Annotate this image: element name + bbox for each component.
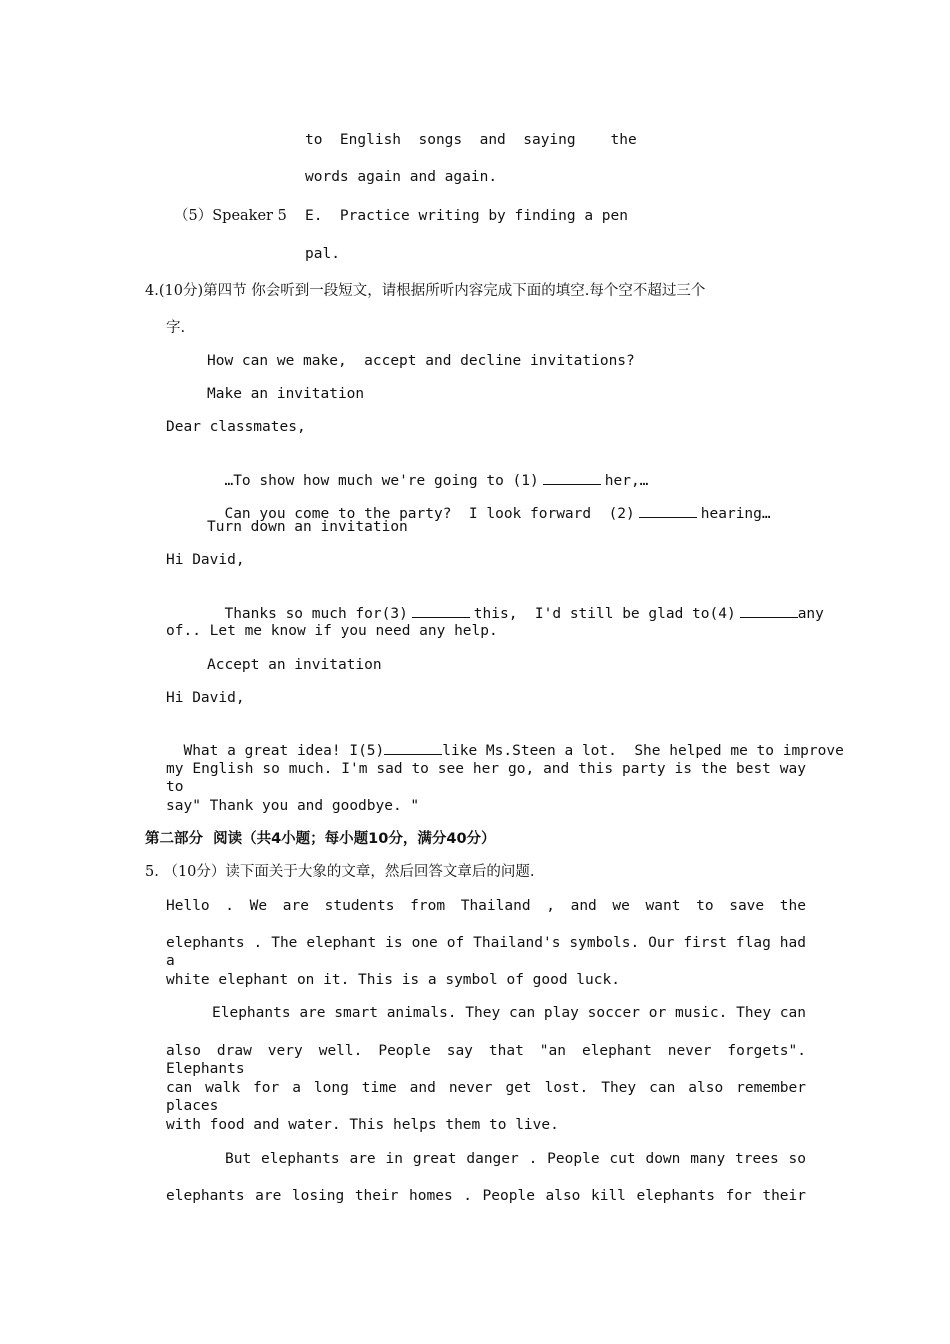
q4-line5a-post: like Ms.Steen a lot. She helped me to improve bbox=[442, 743, 844, 759]
q4-title: How can we make, accept and decline invitations? bbox=[207, 353, 635, 369]
q5-p2-line4: with food and water. This helps them to live. bbox=[166, 1117, 559, 1133]
table-row5-option: E. Practice writing by finding a pen bbox=[305, 208, 629, 224]
answer-blank-5[interactable] bbox=[384, 740, 442, 755]
q4-line3-cont: of.. Let me know if you need any help. bbox=[166, 623, 498, 639]
q4-line5a bbox=[166, 722, 844, 760]
q5-p1-line2: elephants . The elephant is one of Thailand's symbols. Our first flag had a bbox=[166, 935, 806, 969]
table-row4-cont1: to English songs and saying the bbox=[305, 132, 637, 148]
q4-line3-mid: this, I'd still be glad to(4) bbox=[473, 606, 736, 622]
q4-hi-2: Hi David, bbox=[166, 690, 245, 706]
q4-line1-post: her,… bbox=[604, 473, 649, 489]
q4-header-cont: 字. bbox=[166, 320, 186, 336]
answer-blank-4[interactable] bbox=[740, 603, 798, 618]
q4-line1-pre: …To show how much we're going to (1) bbox=[224, 473, 539, 489]
q4-turn-label: Turn down an invitation bbox=[207, 519, 408, 535]
table-row5-option-cont: pal. bbox=[305, 246, 340, 262]
q4-line3-pre: Thanks so much for(3) bbox=[224, 606, 408, 622]
answer-blank-3[interactable] bbox=[412, 603, 470, 618]
q4-line2-post: hearing… bbox=[700, 506, 771, 522]
q5-p2-line3: can walk for a long time and never get lost. They can also remember places bbox=[166, 1080, 806, 1114]
part2-heading: 第二部分 阅读（共4小题；每小题10分，满分40分） bbox=[145, 831, 496, 847]
q4-line5a-pre: What a great idea! I(5) bbox=[183, 743, 385, 759]
table-row4-cont2: words again and again. bbox=[305, 169, 498, 185]
table-row5-speaker: （5）Speaker 5 bbox=[174, 208, 287, 224]
q5-p1-line3: white elephant on it. This is a symbol of good luck. bbox=[166, 972, 620, 988]
q4-make-label: Make an invitation bbox=[207, 386, 365, 402]
answer-blank-2[interactable] bbox=[639, 503, 697, 518]
q5-p3-line1: But elephants are in great danger . People cut down many trees so bbox=[225, 1151, 806, 1167]
q5-p1-line1: Hello . We are students from Thailand , and we want to save the bbox=[166, 898, 806, 914]
q5-p2-line2: also draw very well. People say that "an elephant never forgets". Elephants bbox=[166, 1043, 806, 1077]
q5-p2-line1: Elephants are smart animals. They can play soccer or music. They can bbox=[212, 1005, 806, 1021]
q4-line5c: say" Thank you and goodbye. " bbox=[166, 798, 420, 814]
q4-line3-post: any bbox=[797, 606, 824, 622]
answer-blank-1[interactable] bbox=[543, 470, 601, 485]
q4-header: 4.(10分)第四节 你会听到一段短文，请根据所听内容完成下面的填空.每个空不超过三个 bbox=[145, 283, 706, 299]
q4-hi-1: Hi David, bbox=[166, 552, 245, 568]
q4-accept-label: Accept an invitation bbox=[207, 657, 382, 673]
q4-dear: Dear classmates, bbox=[166, 419, 306, 435]
q4-line5b: my English so much. I'm sad to see her go, and this party is the best way to bbox=[166, 761, 806, 795]
q4-line2-pre: Can you come to the party? I look forward (2) bbox=[224, 506, 635, 522]
q5-p3-line2: elephants are losing their homes . People also kill elephants for their bbox=[166, 1188, 806, 1204]
q5-header: 5. （10分）读下面关于大象的文章，然后回答文章后的问题. bbox=[145, 864, 535, 880]
q4-line3 bbox=[207, 585, 824, 623]
